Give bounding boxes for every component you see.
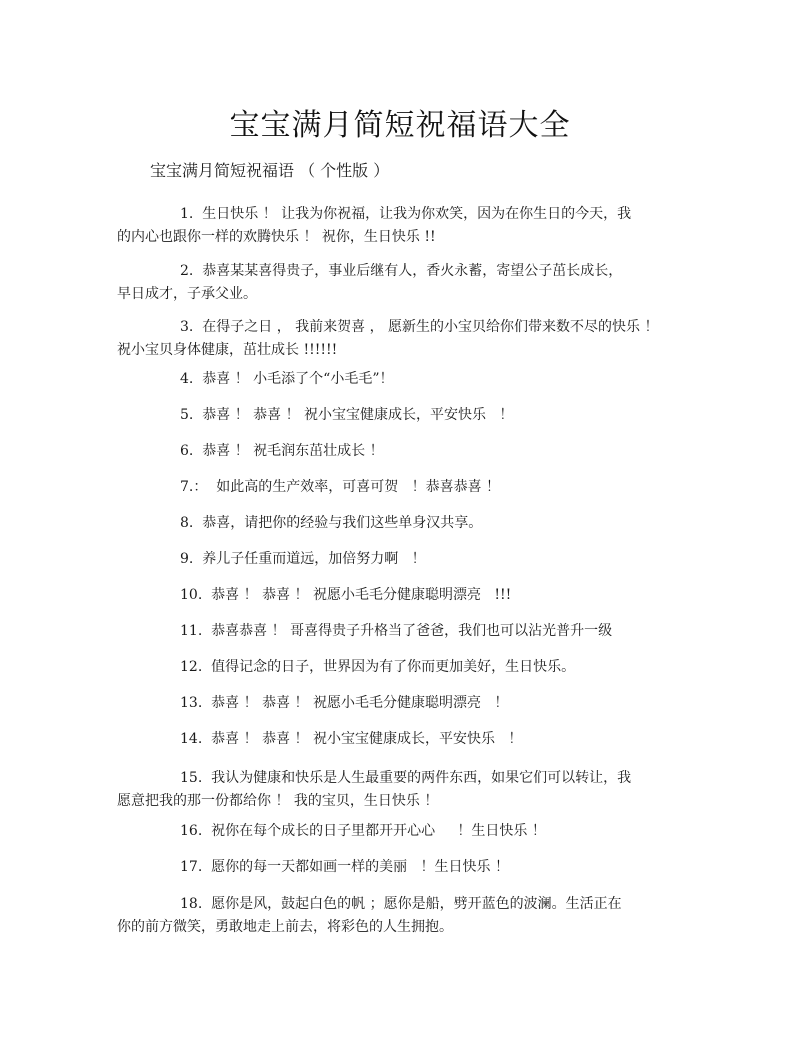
item-text: 10. 恭喜 ！ 恭喜 ！ 祝愿小毛毛分健康聪明漂亮 !!! bbox=[180, 587, 512, 603]
item-text: 4. 恭喜 ！ 小毛添了个“小毛毛”！ bbox=[180, 371, 394, 387]
item-text: 9. 养儿子任重而道远，加倍努力啊 ！ bbox=[180, 551, 426, 567]
item-text: 17. 愿你的每一天都如画一样的美丽 ！生日快乐 ！ bbox=[180, 859, 509, 875]
item-text: 13. 恭喜 ！ 恭喜 ！ 祝愿小毛毛分健康聪明漂亮 ！ bbox=[180, 695, 509, 711]
list-item bbox=[117, 404, 662, 427]
item-text: 5. 恭喜 ！ 恭喜 ！ 祝小宝宝健康成长，平安快乐 ！ bbox=[180, 407, 514, 423]
list-item bbox=[117, 893, 662, 939]
item-text: 2. 恭喜某某喜得贵子，事业后继有人，香火永蓄，寄望公子茁长成长， bbox=[180, 263, 623, 279]
item-text: 1. 生日快乐 ！ 让我为你祝福，让我为你欢笑，因为在你生日的今天，我 bbox=[180, 206, 632, 222]
item-text: 6. 恭喜 ！ 祝毛润东茁壮成长 ！ bbox=[180, 443, 384, 459]
list-item bbox=[117, 584, 662, 607]
document-subtitle: 宝宝满月简短祝福语 （ 个性版 ） bbox=[150, 161, 390, 180]
list-item bbox=[117, 856, 662, 879]
item-text-continued: 你的前方微笑，勇敢地走上前去，将彩色的人生拥抱。 bbox=[117, 919, 453, 935]
item-text-continued: 早日成才，子承父业。 bbox=[117, 286, 257, 302]
item-text: 8. 恭喜，请把你的经验与我们这些单身汉共享。 bbox=[180, 515, 483, 531]
list-item bbox=[117, 316, 662, 362]
item-text: 16. 祝你在每个成长的日子里都开开心心 ！生日快乐 ！ bbox=[180, 823, 546, 839]
list-item bbox=[117, 728, 662, 751]
item-text-continued: 祝小宝贝身体健康，茁壮成长 !!!!!! bbox=[117, 342, 338, 358]
item-text-continued: 的内心也跟你一样的欢腾快乐 ！ 祝你，生日快乐 !! bbox=[117, 229, 436, 245]
list-item bbox=[117, 512, 662, 535]
list-item bbox=[117, 203, 662, 249]
item-text: 3. 在得子之日 ， 我前来贺喜 ， 愿新生的小宝贝给你们带来数不尽的快乐 ！ bbox=[180, 319, 659, 335]
list-item bbox=[117, 820, 662, 843]
item-text: 12. 值得记念的日子，世界因为有了你而更加美好，生日快乐。 bbox=[180, 659, 576, 675]
list-item bbox=[117, 767, 662, 813]
item-text-continued: 愿意把我的那一份都给你 ！ 我的宝贝，生日快乐 ！ bbox=[117, 793, 439, 809]
item-text: 7.： 如此高的生产效率，可喜可贺 ！恭喜恭喜 ！ bbox=[180, 479, 501, 495]
list-item bbox=[117, 368, 662, 391]
item-text: 18. 愿你是风，鼓起白色的帆 ；愿你是船，劈开蓝色的波澜。生活正在 bbox=[180, 896, 622, 912]
item-text: 11. 恭喜恭喜 ！ 哥喜得贵子升格当了爸爸，我们也可以沾光普升一级 bbox=[180, 623, 613, 639]
list-item bbox=[117, 620, 662, 643]
item-text: 14. 恭喜 ！ 恭喜 ！ 祝小宝宝健康成长，平安快乐 ！ bbox=[180, 731, 523, 747]
list-item bbox=[117, 476, 662, 499]
item-text: 15. 我认为健康和快乐是人生最重要的两件东西，如果它们可以转让，我 bbox=[180, 770, 632, 786]
list-item bbox=[117, 440, 662, 463]
list-item bbox=[117, 656, 662, 679]
list-item bbox=[117, 692, 662, 715]
document-title: 宝宝满月简短祝福语大全 bbox=[229, 108, 571, 143]
list-item bbox=[117, 260, 662, 306]
list-item bbox=[117, 548, 662, 571]
